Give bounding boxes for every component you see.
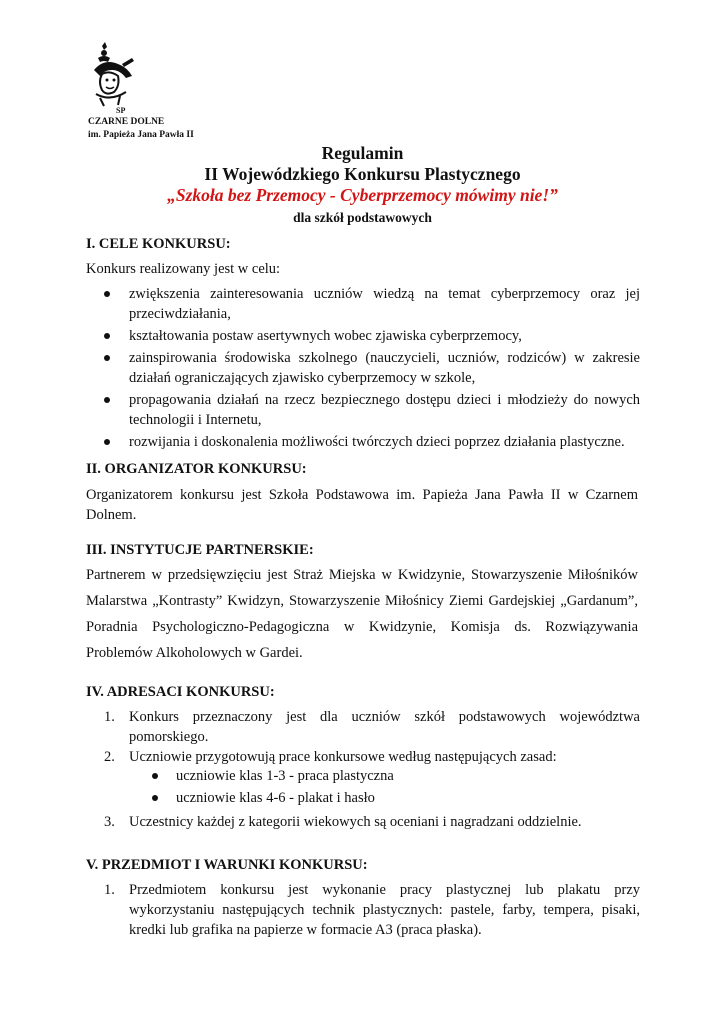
- section-2-text: Organizatorem konkursu jest Szkoła Podstawowa im. Papieża Jana Pawła II w Czarnem Dolnem.: [86, 487, 638, 523]
- section-4-list-continued: [104, 812, 640, 832]
- bullet-icon: [104, 333, 110, 339]
- list-item: uczniowie klas 1-3 - praca plastyczna: [150, 766, 600, 786]
- section-5-list: [104, 880, 640, 940]
- list-item: zainspirowania środowiska szkolnego (nauczycieli, uczniów, rodziców) w zakresie działań ograniczających zjawisko cyberprzemocy w szkole,: [104, 348, 640, 388]
- bullet-icon: [104, 397, 110, 403]
- section-4-sublist: [150, 766, 600, 810]
- section-2-heading: II. ORGANIZATOR KONKURSU:: [86, 461, 307, 477]
- bullet-icon: [104, 355, 110, 361]
- list-item: 1. Konkurs przeznaczony jest dla uczniów szkół podstawowych województwa pomorskiego.: [104, 709, 640, 745]
- list-item: 2. Uczniowie przygotowują prace konkursowe według następujących zasad:: [104, 749, 557, 765]
- contest-subtitle: dla szkół podstawowych: [293, 210, 432, 225]
- school-name-line1: CZARNE DOLNE: [88, 117, 165, 127]
- bullet-icon: [104, 439, 110, 445]
- section-1-heading: I. CELE KONKURSU:: [86, 236, 231, 252]
- section-3-text: Partnerem w przedsięwzięciu jest Straż Miejska w Kwidzynie, Stowarzyszenie Miłośników Malarstwa „Kontrasty” Kwidzyn, Stowarzyszenie Miłośnicy Ziemi Gardejskiej „Gardanum”, Poradnia Psychologiczno-Pedagogiczna w Kwidzynie, Komisja ds. Rozwiązywania Problemów Alkoholowych w Gardei.: [86, 567, 638, 661]
- bullet-icon: [104, 291, 110, 297]
- contest-name: II Wojewódzkiego Konkursu Plastycznego: [204, 164, 521, 184]
- list-item: rozwijania i doskonalenia możliwości twórczych dzieci poprzez działania plastyczne.: [104, 432, 640, 452]
- school-name: [88, 116, 194, 142]
- list-item: zwiększenia zainteresowania uczniów wiedzą na temat cyberprzemocy oraz jej przeciwdziałania,: [104, 284, 640, 324]
- school-logo: [88, 40, 140, 116]
- list-item: 3. Uczestnicy każdej z kategorii wiekowych są oceniani i nagradzani oddzielnie.: [104, 814, 582, 830]
- bullet-icon: [152, 795, 158, 801]
- section-4-heading: IV. ADRESACI KONKURSU:: [86, 684, 275, 700]
- section-5-heading: V. PRZEDMIOT I WARUNKI KONKURSU:: [86, 857, 368, 873]
- bullet-icon: [152, 773, 158, 779]
- list-item: 1. Przedmiotem konkursu jest wykonanie pracy plastycznej lub plakatu przy wykorzystaniu następujących technik plastycznych: pastele, farby, tempera, pisaki, kredki lub grafika na papierze w formacie A3 (praca płaska).: [104, 882, 640, 938]
- list-item: kształtowania postaw asertywnych wobec zjawiska cyberprzemocy,: [104, 326, 640, 346]
- list-item: propagowania działań na rzecz bezpiecznego dostępu dzieci i młodzieży do nowych technologii i Internetu,: [104, 390, 640, 430]
- section-1-intro: Konkurs realizowany jest w celu:: [86, 261, 281, 277]
- logo-text: SP: [116, 106, 126, 115]
- contest-motto: „Szkoła bez Przemocy - Cyberprzemocy mówimy nie!”: [167, 185, 558, 205]
- section-4-list: [104, 707, 640, 767]
- list-item: uczniowie klas 4-6 - plakat i hasło: [150, 788, 600, 808]
- section-3-heading: III. INSTYTUCJE PARTNERSKIE:: [86, 542, 314, 558]
- document-title: Regulamin: [321, 143, 404, 163]
- section-1-goals-list: [104, 284, 640, 454]
- school-name-line2: im. Papieża Jana Pawła II: [88, 130, 194, 140]
